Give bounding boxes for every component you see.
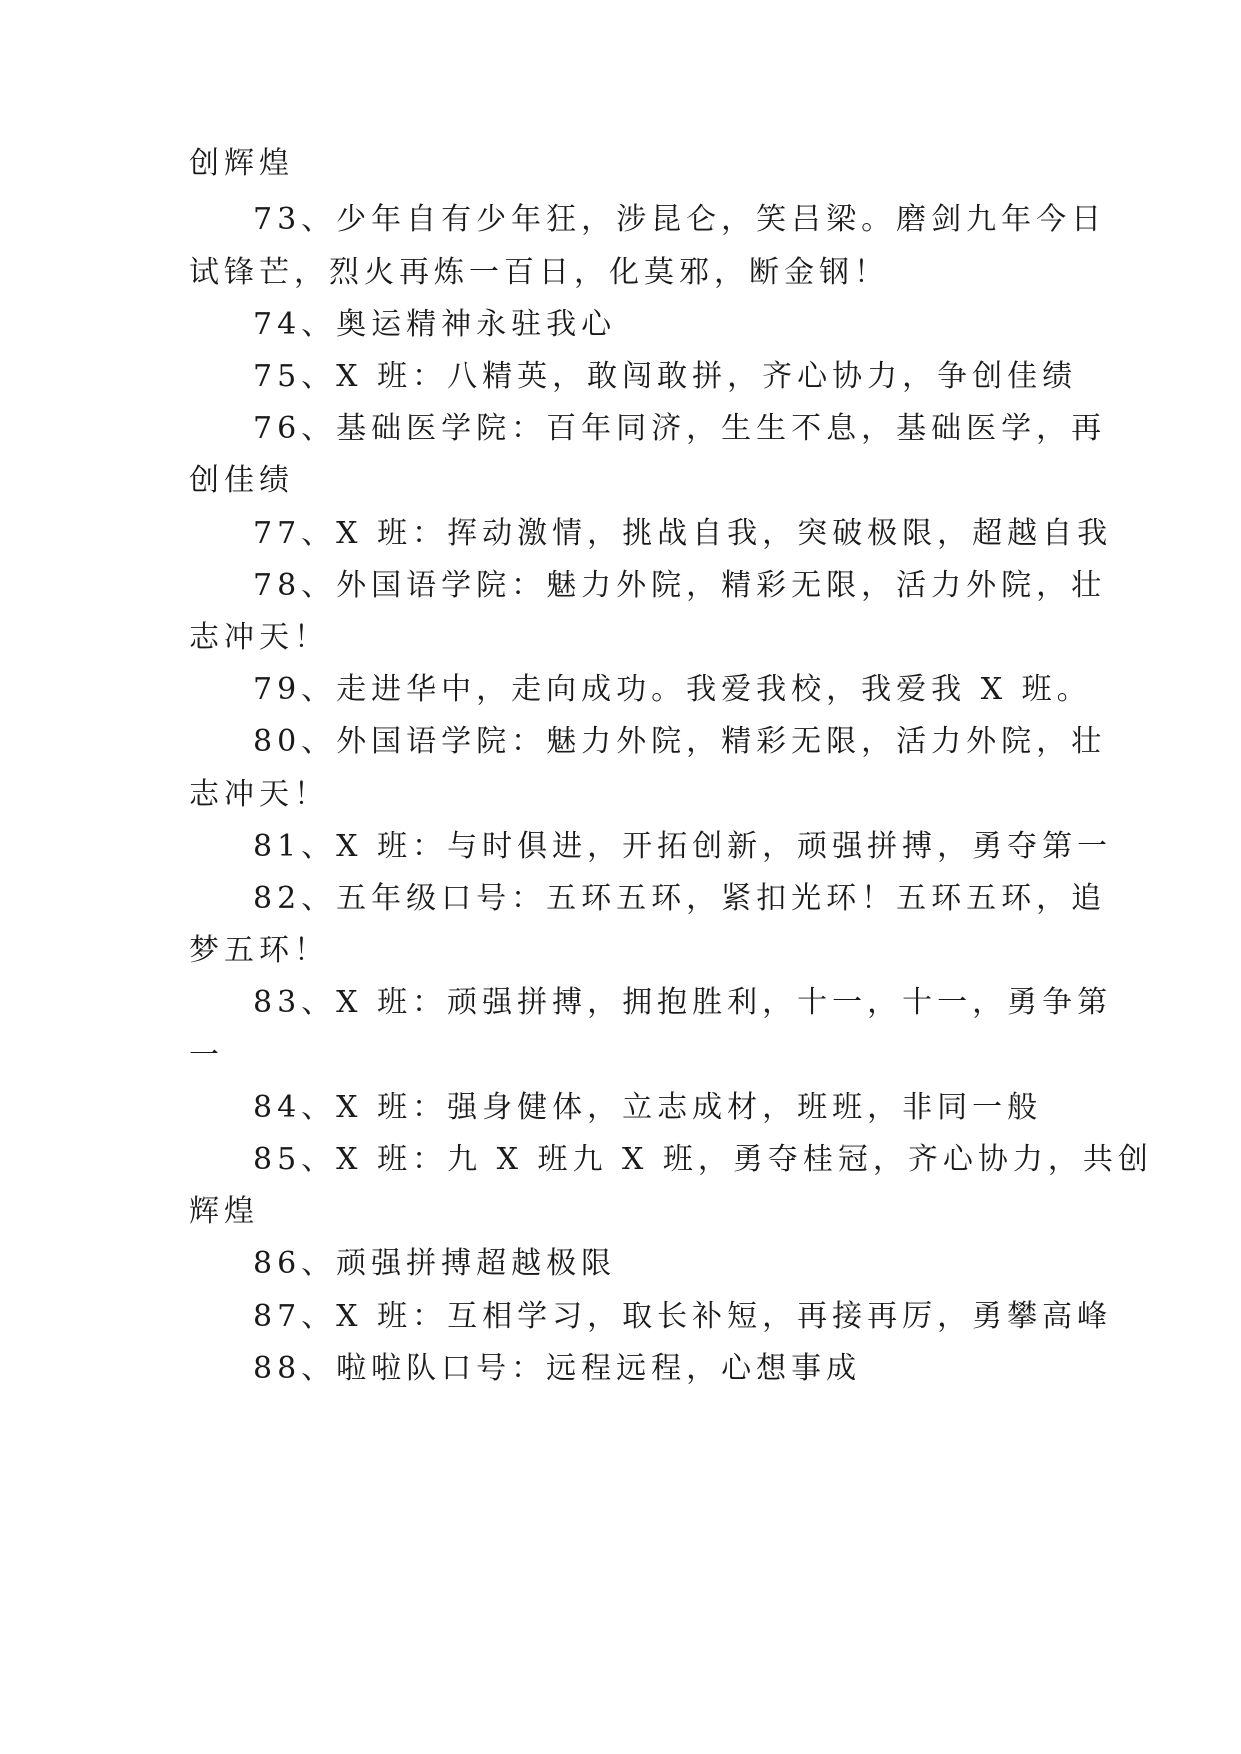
text-line: 74、奥运精神永驻我心 <box>253 307 617 342</box>
text-line: 83、X 班：顽强拼搏，拥抱胜利，十一，十一，勇争第 <box>253 985 1113 1020</box>
text-line: 85、X 班：九 X 班九 X 班，勇夺桂冠，齐心协力，共创 <box>253 1142 1153 1177</box>
text-line: 84、X 班：强身健体，立志成材，班班，非同一般 <box>253 1090 1043 1125</box>
text-line: 试锋芒，烈火再炼一百日，化莫邪，断金钢！ <box>189 255 889 290</box>
text-line: 76、基础医学院：百年同济，生生不息，基础医学，再 <box>253 411 1107 446</box>
text-line: 志冲天！ <box>189 777 329 812</box>
text-line: 77、X 班：挥动激情，挑战自我，突破极限，超越自我 <box>253 516 1113 551</box>
text-line: 辉煌 <box>189 1194 259 1229</box>
text-line: 86、顽强拼搏超越极限 <box>253 1246 617 1281</box>
text-line: 78、外国语学院：魅力外院，精彩无限，活力外院，壮 <box>253 568 1107 603</box>
text-line: 创佳绩 <box>189 463 294 498</box>
text-line: 87、X 班：互相学习，取长补短，再接再厉，勇攀高峰 <box>253 1299 1113 1334</box>
text-line: 创辉煌 <box>189 146 294 181</box>
text-line: 81、X 班：与时俱进，开拓创新，顽强拼搏，勇夺第一 <box>253 829 1113 864</box>
text-line: 80、外国语学院：魅力外院，精彩无限，活力外院，壮 <box>253 724 1107 759</box>
text-line: 一 <box>189 1038 224 1073</box>
text-line: 梦五环！ <box>189 933 329 968</box>
text-line: 82、五年级口号：五环五环，紧扣光环！五环五环，追 <box>253 881 1107 916</box>
text-line: 志冲天！ <box>189 620 329 655</box>
text-line: 79、走进华中，走向成功。我爱我校，我爱我 X 班。 <box>253 672 1092 707</box>
text-line: 73、少年自有少年狂，涉昆仑，笑吕梁。磨剑九年今日 <box>253 202 1107 237</box>
text-line: 88、啦啦队口号：远程远程，心想事成 <box>253 1351 862 1386</box>
text-line: 75、X 班：八精英，敢闯敢拼，齐心协力，争创佳绩 <box>253 359 1078 394</box>
